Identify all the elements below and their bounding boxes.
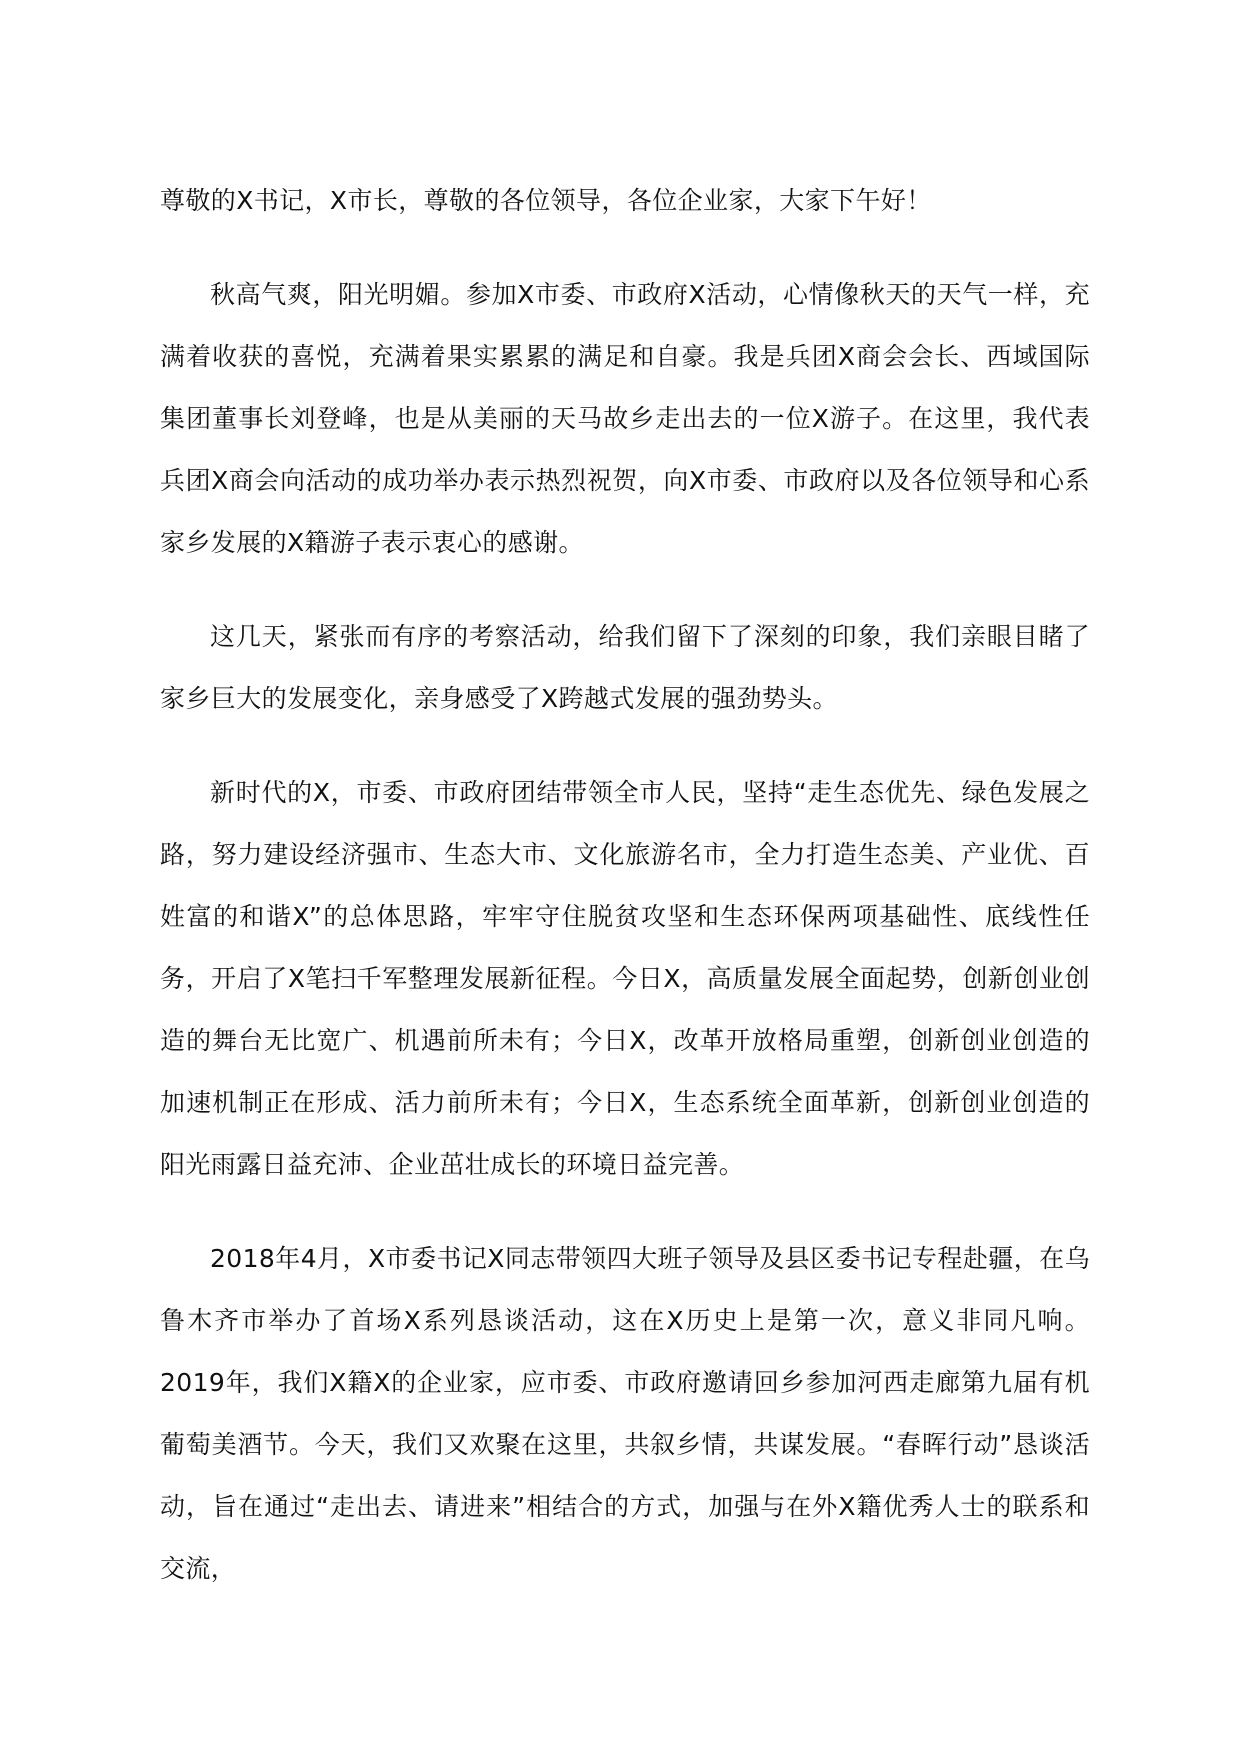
paragraph-4: 2018年4月，X市委书记X同志带领四大班子领导及县区委书记专程赴疆，在乌鲁木齐市举办了首场X系列恳谈活动，这在X历史上是第一次，意义非同凡响。2019年，我们X籍X的企业家，应市委、市政府邀请回乡参加河西走廊第九届有机葡萄美酒节。今天，我们又欢聚在这里，共叙乡情，共谋发展。“春晖行动”恳谈活动，旨在通过“走出去、请进来”相结合的方式，加强与在外X籍优秀人士的联系和交流，	[160, 1244, 1090, 1583]
paragraph-1: 秋高气爽，阳光明媚。参加X市委、市政府X活动，心情像秋天的天气一样，充满着收获的喜悦，充满着果实累累的满足和自豪。我是兵团X商会会长、西域国际集团董事长刘登峰，也是从美丽的天马故乡走出去的一位X游子。在这里，我代表兵团X商会向活动的成功举办表示热烈祝贺，向X市委、市政府以及各位领导和心系家乡发展的X籍游子表示衷心的感谢。	[160, 280, 1090, 557]
document-body	[160, 170, 1090, 1632]
paragraph-2: 这几天，紧张而有序的考察活动，给我们留下了深刻的印象，我们亲眼目睹了家乡巨大的发展变化，亲身感受了X跨越式发展的强劲势头。	[160, 622, 1090, 713]
paragraph-3: 新时代的X，市委、市政府团结带领全市人民，坚持“走生态优先、绿色发展之路，努力建设经济强市、生态大市、文化旅游名市，全力打造生态美、产业优、百姓富的和谐X”的总体思路，牢牢守住脱贫攻坚和生态环保两项基础性、底线性任务，开启了X笔扫千军整理发展新征程。今日X，高质量发展全面起势，创新创业创造的舞台无比宽广、机遇前所未有；今日X，改革开放格局重塑，创新创业创造的加速机制正在形成、活力前所未有；今日X，生态系统全面革新，创新创业创造的阳光雨露日益充沛、企业茁壮成长的环境日益完善。	[160, 778, 1090, 1179]
greeting-line: 尊敬的X书记，X市长，尊敬的各位领导，各位企业家，大家下午好！	[160, 186, 932, 215]
